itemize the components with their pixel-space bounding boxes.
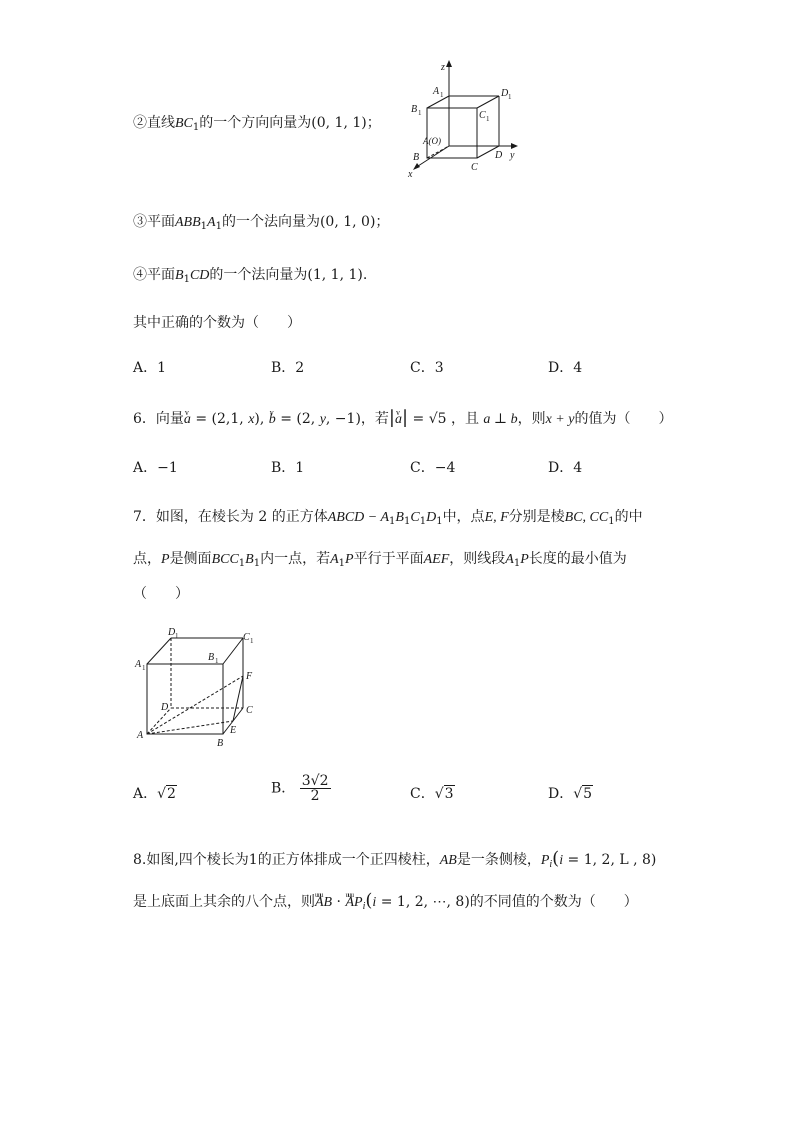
question-7-line-2: 点，P是侧面$BCC_1B_1$内一点，若$A_1P$平行于平面AEF，则线段$A_1P$长度的最小值为 (133, 551, 627, 569)
fig1-label-ao: A(O) (423, 136, 441, 146)
q6-option-b[interactable]: B．1 (271, 460, 305, 476)
q5-option-a[interactable]: A．1 (133, 360, 167, 376)
q6-option-c[interactable]: C．−4 (410, 460, 456, 476)
q7-option-c[interactable]: C．√3 (410, 786, 454, 802)
question-6-stem: 6．向量v a = (2,1, x), v b = (2, y, −1)，若|v a| = √5 ，且 a ⊥ b，则x + y的值为（ ） (133, 408, 672, 430)
q6-option-a[interactable]: A．−1 (133, 460, 178, 476)
statement-3: ③平面$ABB_1A_1$的一个法向量为(0, 1, 0)； (133, 214, 390, 232)
fig1-label-z: z (441, 62, 445, 73)
q7-option-a[interactable]: A．√2 (133, 786, 176, 802)
fig2-label-a1: A (135, 659, 142, 670)
cube-figure-q7 (133, 624, 268, 754)
fig2-label-d: D (161, 702, 169, 713)
q5-option-b[interactable]: B．2 (271, 360, 305, 376)
question-5-stem: 其中正确的个数为（ ） (133, 315, 301, 331)
statement-2: ②直线$BC_1$的一个方向向量为(0, 1, 1)； (133, 115, 381, 133)
fig1-label-d1: D (501, 88, 509, 99)
svg-text:1: 1 (215, 657, 219, 665)
cube-axes-figure (405, 60, 530, 180)
question-8-line-2: 是上底面上其余的八个点，则uuu AB · uuu $AP_i(i = 1$, 2, ⋯, 8)的不同值的个数为（ ） (133, 891, 638, 917)
q7-option-b[interactable]: B． $\frac{3√2}{2}$ (271, 773, 329, 804)
q5-option-d[interactable]: D．4 (548, 360, 583, 376)
fig1-label-a1: A (433, 86, 440, 97)
svg-text:1: 1 (486, 115, 490, 123)
fig1-label-x: x (408, 169, 413, 180)
fig1-label-b: B (413, 152, 420, 163)
question-8-line-1: 8.如图,四个棱长为1的正方体排成一个正四棱柱，AB是一条侧棱，$P_i(i = 1$, 2, L , 8) (133, 848, 657, 870)
fig2-label-f: F (246, 671, 253, 682)
fig2-label-b1: B (208, 652, 215, 663)
fig2-label-d1: D (168, 627, 176, 638)
fig1-label-c1: C (479, 110, 486, 121)
fig2-label-c1: C (243, 632, 250, 643)
fig1-label-d: D (495, 150, 503, 161)
fig2-label-e: E (230, 725, 237, 736)
q7-option-d[interactable]: D．√5 (548, 786, 593, 802)
fig1-label-c: C (471, 162, 478, 173)
fig1-label-b1: B (411, 104, 418, 115)
statement-4: ④平面$B_1CD$的一个法向量为(1, 1, 1). (133, 267, 368, 285)
fraction: $\frac{3√2}{2}$ (301, 773, 329, 804)
q6-option-d[interactable]: D．4 (548, 460, 583, 476)
svg-text:1: 1 (142, 664, 146, 672)
question-7-line-1: 7．如图，在棱长为 2 的正方体ABCD − $A_1B_1C_1D_1$中，点E, F分别是棱BC, $CC_1$的中 (133, 509, 643, 527)
svg-text:1: 1 (250, 637, 254, 645)
svg-text:1: 1 (175, 632, 179, 640)
fig2-label-a: A (137, 730, 144, 741)
fig2-label-b: B (217, 738, 224, 749)
fig1-label-y: y (510, 150, 515, 161)
svg-text:1: 1 (418, 109, 422, 117)
fig2-label-c: C (246, 705, 253, 716)
q5-option-c[interactable]: C．3 (410, 360, 444, 376)
question-7-line-3: （ ） (133, 586, 189, 602)
svg-text:1: 1 (440, 91, 444, 99)
svg-text:1: 1 (508, 93, 512, 101)
